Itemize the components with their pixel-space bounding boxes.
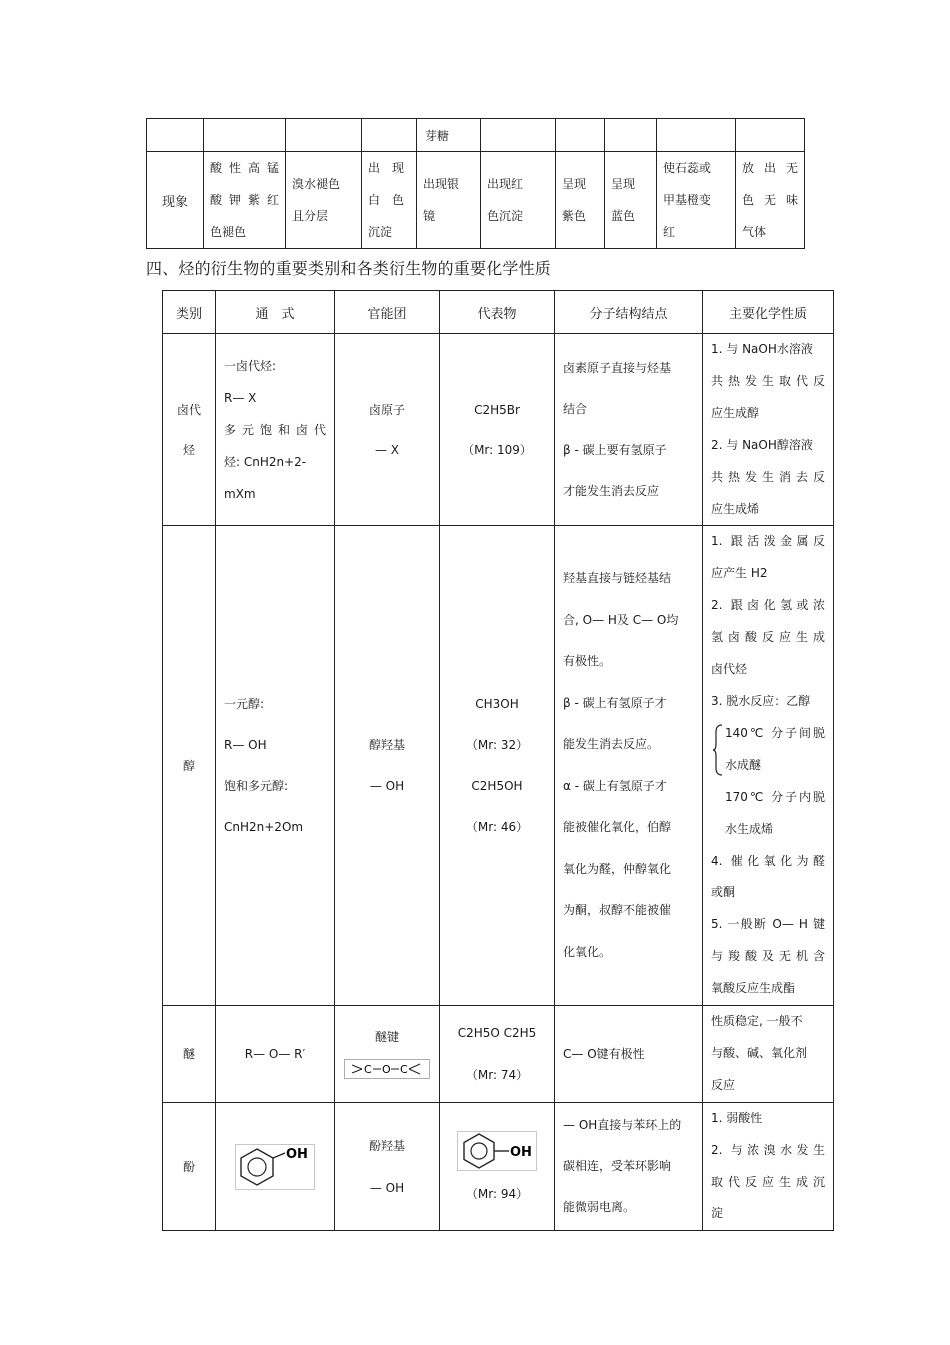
table-row [147,119,805,152]
table-cell: 出 现 白 色 沉淀 [362,152,417,249]
table-header-row [163,291,834,334]
row-label: 现象 [147,152,204,249]
table-cell: 溴水褪色 且分层 [286,152,362,249]
properties-cell: 1. 与 NaOH水溶液 共热发生取代反 应生成醇 2. 与 NaOH醇溶液 共热发生消去反 应生成烯 [703,334,834,526]
functional-group-cell: 酚羟基 — OH [335,1102,440,1231]
formula-cell: 一元醇: R— OH 饱和多元醇: CnH2n+2Om [216,526,335,1006]
derivatives-table [162,290,834,1231]
header-properties: 主要化学性质 [703,291,834,334]
functional-group-cell: 醚键 C O C [335,1006,440,1103]
table-row-haloalkane [163,334,834,526]
brace-icon [713,724,723,776]
table-row-ether [163,1006,834,1103]
representative-cell: OH （Mr: 94） [440,1102,555,1231]
structure-cell: C— O键有极性 [555,1006,703,1103]
section-title: 四、烃的衍生物的重要类别和各类衍生物的重要化学性质 [146,259,552,278]
formula-cell: R— O— R′ [216,1006,335,1103]
functional-group-cell: 醇羟基 — OH [335,526,440,1006]
category-cell: 卤代 烃 [163,334,216,526]
table-cell: 呈现 蓝色 [605,152,657,249]
structure-cell: — OH直接与苯环上的 碳相连，受苯环影响 能微弱电离。 [555,1102,703,1231]
reaction-phenomena-table [146,118,805,249]
phenol-structure-diagram [235,1144,315,1190]
dehydration-branch: 140℃ 分子间脱 水成醚 170℃ 分子内脱 水生成烯 [711,718,825,846]
table-row [147,152,805,249]
table-row-phenol [163,1102,834,1231]
representative-cell: CH3OH （Mr: 32） C2H5OH （Mr: 46） [440,526,555,1006]
svg-text:OH: OH [286,1146,308,1162]
category-cell: 醚 [163,1006,216,1103]
header-category: 类别 [163,291,216,334]
table-cell: 呈现 紫色 [556,152,605,249]
functional-group-cell: 卤原子 — X [335,334,440,526]
category-cell: 醇 [163,526,216,1006]
formula-cell [216,1102,335,1231]
representative-cell: C2H5Br （Mr: 109） [440,334,555,526]
table-cell: 放出无 色无味 气体 [736,152,805,249]
properties-cell: 1. 弱酸性 2. 与浓溴水发生 取代反应生成沉 淀 [703,1102,834,1231]
table-cell: 使石蕊或 甲基橙变 红 [657,152,736,249]
table-cell: 出现银 镜 [417,152,481,249]
table-cell: 酸性高锰 酸钾紫红 色褪色 [204,152,286,249]
structure-cell: 卤素原子直接与烃基 结合 β - 碳上要有氢原子 才能发生消去反应 [555,334,703,526]
phenol-representative-diagram [457,1131,537,1171]
header-formula: 通 式 [216,291,335,334]
header-representative: 代表物 [440,291,555,334]
ether-bond-diagram [344,1059,430,1079]
header-structure: 分子结构结点 [555,291,703,334]
structure-cell: 羟基直接与链烃基结 合, O— H及 C— O均 有极性。 β - 碳上有氢原子才 能发生消去反应。 α - 碳上有氢原子才 能被催化氧化，伯醇 氧化为醛，仲醇氧化 为酮，叔醇不能被催 化氧化。 [555,526,703,1006]
category-cell: 酚 [163,1102,216,1231]
table-cell: 出现红 色沉淀 [481,152,556,249]
formula-cell: 一卤代烃: R— X 多元饱和卤代 烃: CnH2n+2-mXm [216,334,335,526]
svg-text:OH: OH [510,1145,532,1161]
table-row-alcohol [163,526,834,1006]
header-functional-group: 官能团 [335,291,440,334]
svg-text:O: O [382,1063,391,1077]
table-cell: 芽糖 [417,119,481,152]
properties-cell: 性质稳定, 一般不 与酸、碱、氧化剂 反应 [703,1006,834,1103]
svg-text:C: C [364,1063,372,1077]
properties-cell: 1. 跟活泼金属反 应产生 H2 2. 跟卤化氢或浓 氢卤酸反应生成 卤代烃 3. 脱水反应：乙醇 140℃ 分子间脱 水成醚 170℃ 分子内脱 水生成烯 4. 催化氧化为醛 或酮 5. 一般断 O— H 键 与羧酸及无机含 氧酸反应生成酯 [703,526,834,1006]
svg-text:C: C [400,1063,408,1077]
representative-cell: C2H5O C2H5 （Mr: 74） [440,1006,555,1103]
